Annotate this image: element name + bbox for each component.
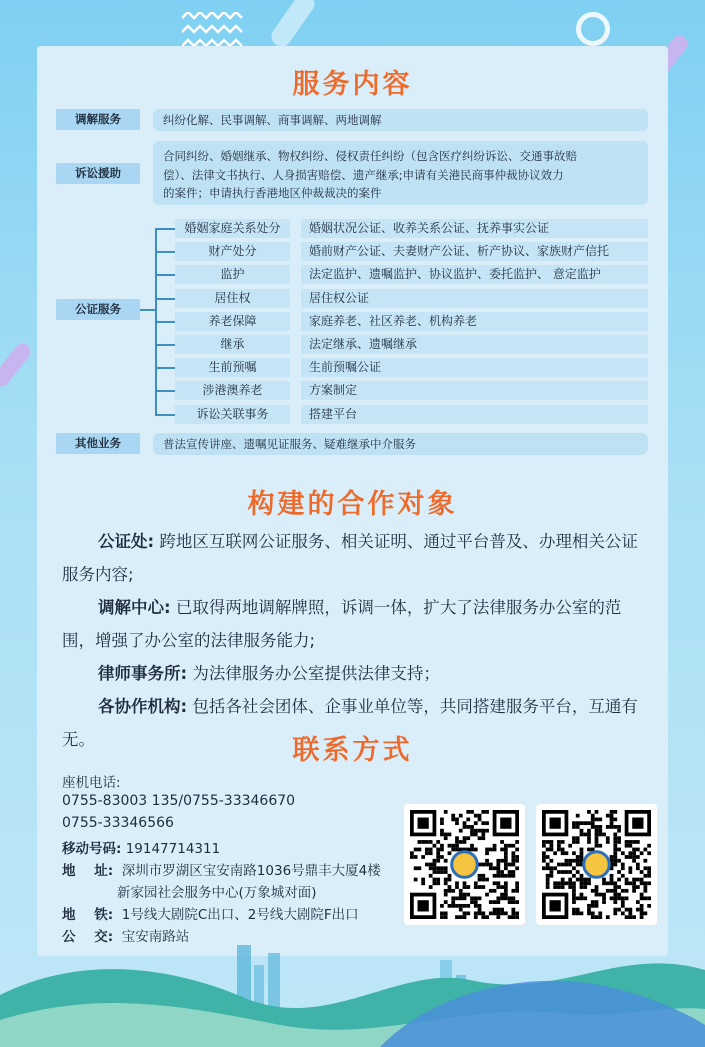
notary-item-label: 养老保障: [175, 312, 290, 331]
partner-item: [62, 525, 650, 591]
circle-decoration: [576, 12, 610, 46]
landline-label: 座机电话:: [62, 775, 121, 791]
partner-name: 公证处:: [98, 532, 155, 551]
metro-label: 地 铁:: [62, 907, 114, 923]
address-row: [62, 859, 381, 879]
litigation-line: 合同纠纷、婚姻继承、物权纠纷、侵权责任纠纷（包含医疗纠纷诉讼、交通事故赔: [163, 149, 577, 163]
bracket-branch: [155, 344, 175, 346]
bracket-stem: [140, 309, 155, 311]
bus-text: 宝安南路站: [121, 929, 190, 945]
stripe-decoration: [268, 0, 319, 50]
mediation-text: 纠纷化解、民事调解、商事调解、两地调解: [153, 109, 648, 131]
notary-item-value: 生前预嘱公证: [301, 358, 648, 377]
notary-item-label: 继承: [175, 335, 290, 354]
notary-item-value: 婚前财产公证、夫妻财产公证、析产协议、家族财产信托: [301, 242, 648, 261]
stripe-decoration: [0, 340, 34, 389]
notary-item-label: 居住权: [175, 289, 290, 308]
landline-number: 0755-83003 135/0755-33346670: [62, 793, 296, 809]
mobile-number: 19147714311: [125, 841, 221, 857]
partners-title: 构建的合作对象: [247, 489, 458, 520]
notary-item-value: 法定继承、遗嘱继承: [301, 335, 648, 354]
litigation-line: 的案件；申请执行香港地区仲裁裁决的案件: [163, 186, 382, 200]
notary-item-value: 居住权公证: [301, 289, 648, 308]
litigation-tag: 诉讼援助: [56, 163, 140, 184]
other-tag: 其他业务: [56, 433, 140, 454]
partner-name: 调解中心:: [98, 598, 171, 617]
bracket-branch: [155, 274, 175, 276]
notary-item-value: 法定监护、遗嘱监护、协议监护、委托监护、 意定监护: [301, 265, 648, 284]
partner-desc: 已取得两地调解牌照，诉调一体，扩大了法律服务办公室的范围，增强了办公室的法律服务能力;: [62, 598, 622, 650]
bus-row: [62, 925, 189, 945]
bracket-branch: [155, 367, 175, 369]
mobile-label: 移动号码:: [62, 841, 122, 857]
partner-item: [62, 591, 650, 657]
other-text: 普法宣传讲座、遗嘱见证服务、疑难继承中介服务: [153, 433, 648, 455]
services-title: 服务内容: [292, 69, 413, 100]
notary-item-label: 财产处分: [175, 242, 290, 261]
mediation-tag: 调解服务: [56, 109, 140, 130]
notary-item-value: 搭建平台: [301, 405, 648, 424]
bracket-branch: [155, 390, 175, 392]
litigation-line: 偿）、法律文书执行、人身损害赔偿、遗产继承;申请有关港民商事仲裁协议效力: [163, 167, 564, 182]
address-line: 深圳市罗湖区宝安南路1036号鼎丰大厦4楼: [121, 863, 381, 879]
landline-number: 0755-33346566: [62, 815, 174, 831]
contact-title: 联系方式: [292, 735, 413, 766]
metro-text: 1号线大剧院C出口、2号线大剧院F出口: [121, 907, 359, 923]
notary-item-label: 监护: [175, 265, 290, 284]
partner-name: 律师事务所:: [98, 664, 188, 683]
address-line: 新家园社会服务中心(万象城对面): [117, 885, 317, 901]
partner-desc: 为法律服务办公室提供法律支持；: [187, 664, 440, 683]
notary-item-label: 诉讼关联事务: [175, 405, 290, 424]
address-label: 地 址:: [62, 863, 114, 879]
bracket-branch: [155, 228, 175, 230]
partner-item: [62, 657, 650, 690]
notary-item-value: 方案制定: [301, 381, 648, 400]
partner-name: 各协作机构:: [98, 697, 188, 716]
notary-item-label: 生前预嘱: [175, 358, 290, 377]
bracket-branch: [155, 298, 175, 300]
qr-code-icon[interactable]: [536, 804, 657, 925]
notary-item-value: 家庭养老、社区养老、机构养老: [301, 312, 648, 331]
partner-desc: 包括各社会团体、企事业单位等，共同搭建服务平台，互通有无。: [62, 697, 638, 749]
partner-desc: 跨地区互联网公证服务、相关证明、通过平台普及、办理相关公证服务内容;: [62, 532, 638, 584]
qr-code-icon[interactable]: [404, 804, 525, 925]
notary-item-label: 涉港澳养老: [175, 381, 290, 400]
bracket-branch: [155, 414, 175, 416]
bus-label: 公 交:: [62, 929, 114, 945]
notary-item-value: 婚姻状况公证、收养关系公证、抚养事实公证: [301, 219, 648, 238]
bracket-branch: [155, 251, 175, 253]
litigation-text: [153, 141, 648, 205]
mobile-row: [62, 837, 220, 857]
bracket-branch: [155, 321, 175, 323]
notary-tag: 公证服务: [56, 299, 140, 320]
metro-row: [62, 903, 359, 923]
notary-item-label: 婚姻家庭关系处分: [175, 219, 290, 238]
